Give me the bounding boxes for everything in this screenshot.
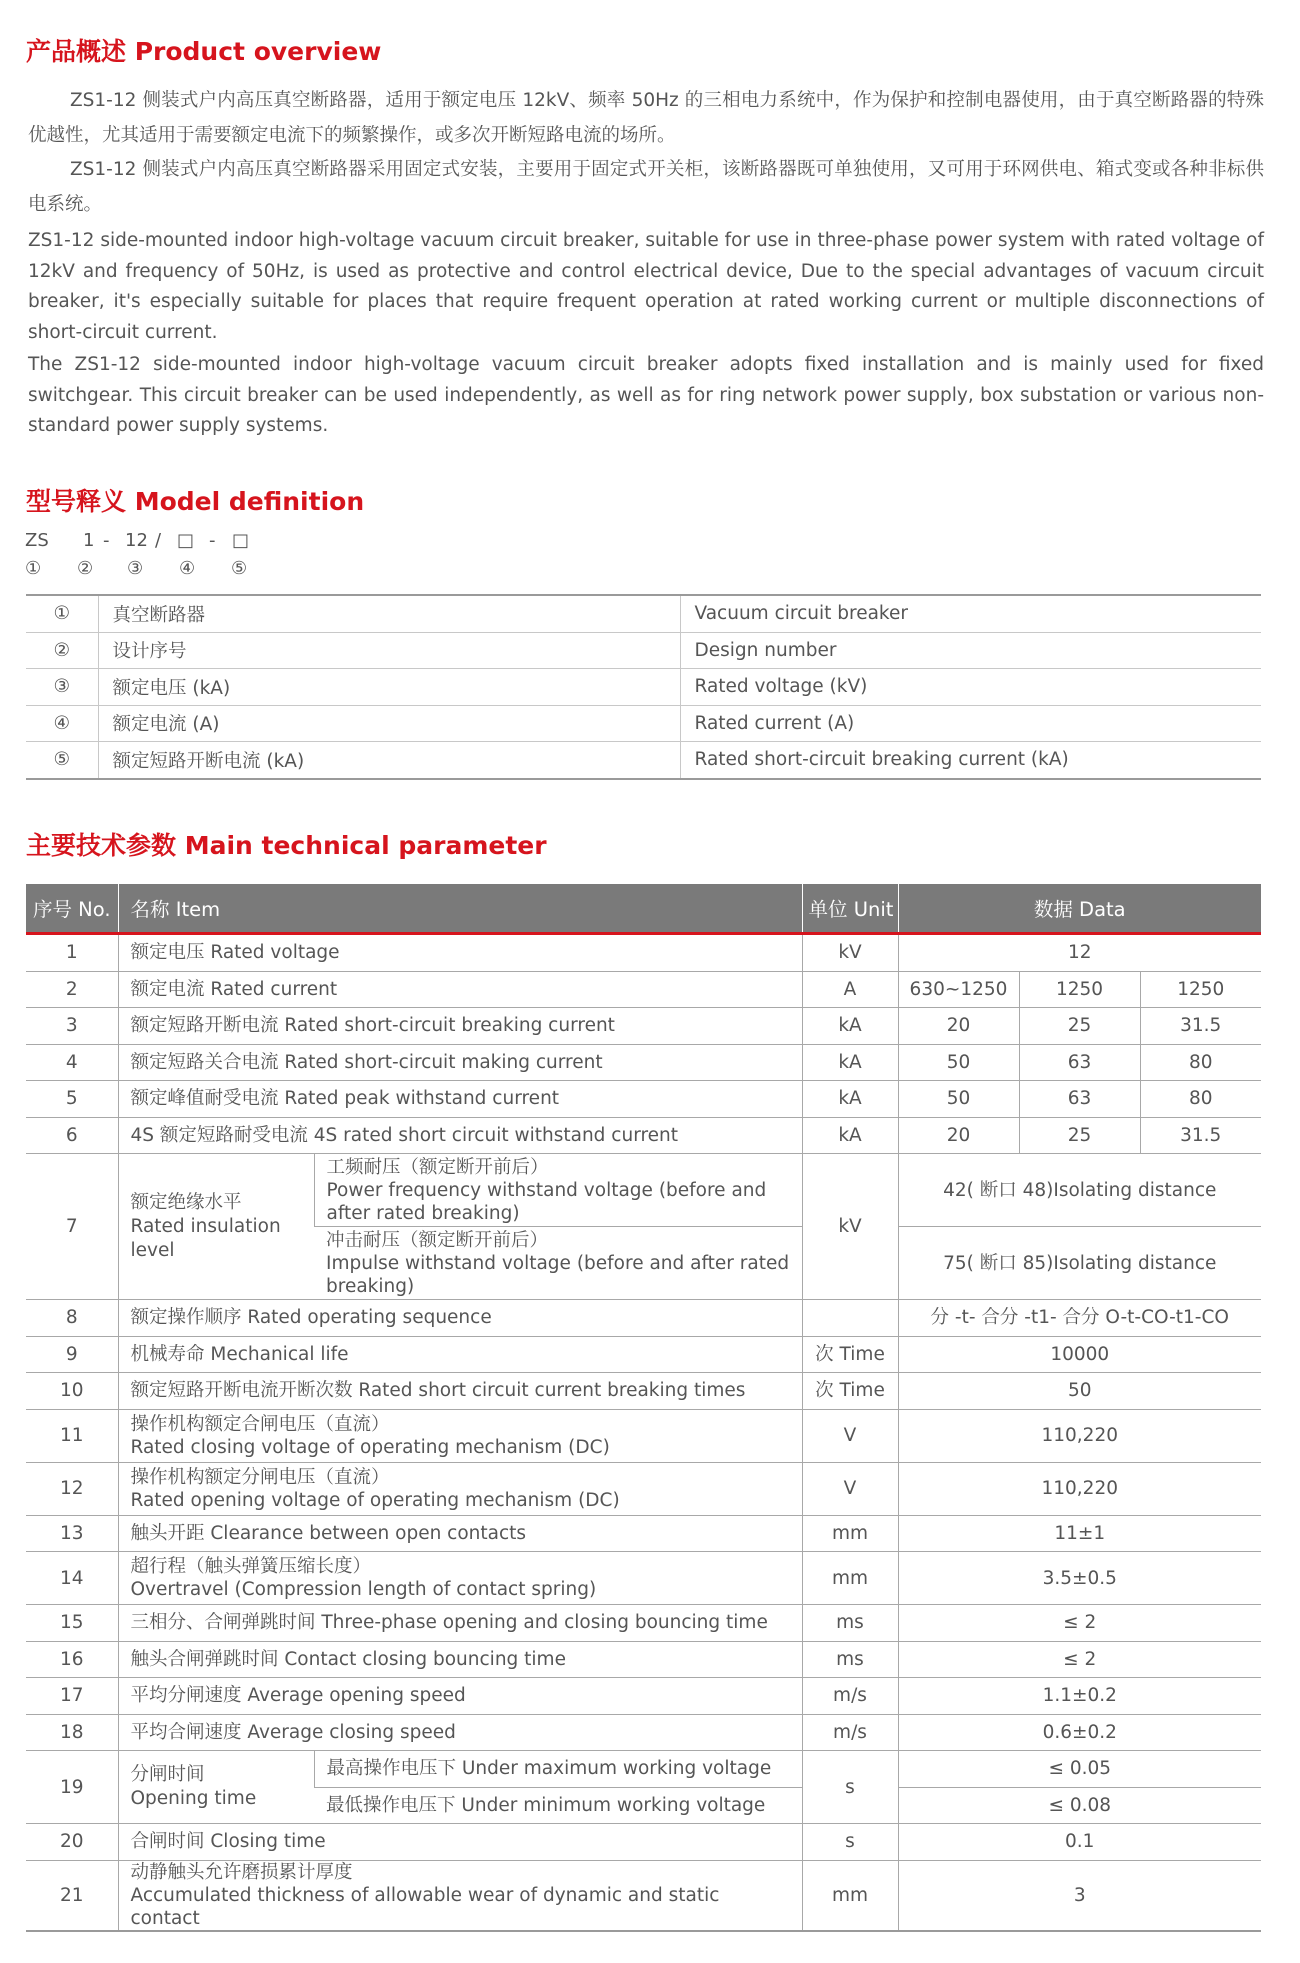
- model-marker: ①: [25, 558, 42, 579]
- model-cn: 额定短路开断电流 (kA): [98, 742, 680, 779]
- row-data: 0.6±0.2: [898, 1714, 1261, 1751]
- table-row: [26, 1336, 1261, 1373]
- row-item: 合闸时间 Closing time: [118, 1824, 802, 1861]
- row-subitem: 最低操作电压下 Under minimum working voltage: [314, 1787, 802, 1824]
- row-data: 31.5: [1140, 1117, 1261, 1154]
- row-data: 50: [898, 1373, 1261, 1410]
- row-data: 20: [898, 1117, 1019, 1154]
- row-item: [118, 1860, 802, 1931]
- row-item-cn: 动静触头允许磨损累计厚度: [130, 1861, 353, 1883]
- row-subitem: 最高操作电压下 Under maximum working voltage: [314, 1751, 802, 1788]
- row-no: 1: [26, 934, 118, 972]
- row-data: 110,220: [898, 1409, 1261, 1462]
- row-data: 3.5±0.5: [898, 1552, 1261, 1605]
- row-item: 额定电压 Rated voltage: [118, 934, 802, 972]
- table-row: [26, 1300, 1261, 1337]
- overview-para-3: ZS1-12 side-mounted indoor high-voltage vacuum circuit breaker, suitable for use in three-phase power system with rated voltage of 12kV and frequency of 50Hz, is used as protective and control electrical device, Due to the special advantages of vacuum circuit breaker, it's especially suitable for places that require frequent operation at rated working current or multiple disconnections of short-circuit current.: [28, 230, 1264, 343]
- table-row: [26, 1678, 1261, 1715]
- overview-para-2: ZS1-12 侧装式户内高压真空断路器采用固定式安装，主要用于固定式开关柜，该断路器既可单独使用，又可用于环网供电、箱式变或各种非标供电系统。: [28, 159, 1264, 215]
- row-no: 6: [26, 1117, 118, 1154]
- row-item-cn: 超行程（触头弹簧压缩长度）: [130, 1556, 372, 1577]
- row-data: 0.1: [898, 1824, 1261, 1861]
- model-num: ④: [26, 705, 98, 742]
- row-no: 10: [26, 1373, 118, 1410]
- table-row: [26, 1044, 1261, 1081]
- row-unit: V: [802, 1409, 898, 1462]
- row-unit: m/s: [802, 1714, 898, 1751]
- table-row: [26, 934, 1261, 972]
- row-data: ≤ 2: [898, 1605, 1261, 1642]
- model-cn: 设计序号: [98, 632, 680, 669]
- table-row: [26, 595, 1261, 632]
- overview-title: 产品概述 Product overview: [26, 37, 382, 66]
- model-en: Rated current (A): [680, 705, 1261, 742]
- table-row: [26, 669, 1261, 706]
- row-data: 25: [1019, 1117, 1140, 1154]
- row-data: 1250: [1019, 971, 1140, 1008]
- row-no: 21: [26, 1860, 118, 1931]
- model-marker: ④: [179, 558, 196, 579]
- row-subitem-cn: 冲击耐压（额定断开前后）: [326, 1229, 549, 1251]
- table-row: [26, 742, 1261, 779]
- row-data: 80: [1140, 1044, 1261, 1081]
- row-subitem: [314, 1227, 802, 1300]
- row-data: 110,220: [898, 1462, 1261, 1515]
- header-data: 数据 Data: [898, 884, 1261, 934]
- row-unit: s: [802, 1824, 898, 1861]
- row-item: 额定电流 Rated current: [118, 971, 802, 1008]
- row-unit: m/s: [802, 1678, 898, 1715]
- row-no: 17: [26, 1678, 118, 1715]
- table-row: [26, 1373, 1261, 1410]
- row-item-cn: 操作机构额定分闸电压（直流）: [130, 1466, 390, 1488]
- table-row: [26, 1409, 1261, 1462]
- model-cn: 额定电压 (kA): [98, 669, 680, 706]
- row-no: 12: [26, 1462, 118, 1515]
- row-data: 42( 断口 48)Isolating distance: [898, 1154, 1261, 1227]
- row-data: ≤ 0.05: [898, 1751, 1261, 1788]
- row-data: 1250: [1140, 971, 1261, 1008]
- row-no: 5: [26, 1081, 118, 1118]
- row-unit: mm: [802, 1515, 898, 1552]
- model-en: Rated voltage (kV): [680, 669, 1261, 706]
- model-cn: 额定电流 (A): [98, 705, 680, 742]
- row-no: 2: [26, 971, 118, 1008]
- row-unit: [802, 1300, 898, 1337]
- overview-para-1: ZS1-12 侧装式户内高压真空断路器，适用于额定电压 12kV、频率 50Hz 的三相电力系统中，作为保护和控制电器使用，由于真空断路器的特殊优越性，尤其适用于需要额定电流下的频繁操作，或多次开断短路电流的场所。: [28, 90, 1264, 146]
- row-subitem: [314, 1154, 802, 1227]
- row-unit: kV: [802, 1154, 898, 1300]
- model-code-part: -: [103, 530, 110, 551]
- row-data: 50: [898, 1081, 1019, 1118]
- model-en: Vacuum circuit breaker: [680, 595, 1261, 632]
- row-no: 16: [26, 1641, 118, 1678]
- model-num: ②: [26, 632, 98, 669]
- model-en: Rated short-circuit breaking current (kA): [680, 742, 1261, 779]
- table-row: [26, 632, 1261, 669]
- row-unit: ms: [802, 1641, 898, 1678]
- row-data: ≤ 0.08: [898, 1787, 1261, 1824]
- table-row: [26, 1154, 1261, 1227]
- row-item: [118, 1751, 314, 1824]
- row-no: 14: [26, 1552, 118, 1605]
- overview-para-4: The ZS1-12 side-mounted indoor high-voltage vacuum circuit breaker adopts fixed installation and is mainly used for fixed switchgear. This circuit breaker can be used independently, as well as for ring network power supply, box substation or various non-standard power supply systems.: [28, 354, 1264, 436]
- row-unit: kV: [802, 934, 898, 972]
- row-data: 25: [1019, 1008, 1140, 1045]
- row-item-en: Opening time: [130, 1788, 257, 1809]
- row-unit: ms: [802, 1605, 898, 1642]
- row-data: 1.1±0.2: [898, 1678, 1261, 1715]
- row-no: 11: [26, 1409, 118, 1462]
- row-item: 额定峰值耐受电流 Rated peak withstand current: [118, 1081, 802, 1118]
- row-no: 19: [26, 1751, 118, 1824]
- model-marker: ③: [127, 558, 144, 579]
- row-unit: kA: [802, 1044, 898, 1081]
- row-item-cn: 额定绝缘水平: [130, 1191, 242, 1213]
- table-row: [26, 1515, 1261, 1552]
- row-unit: mm: [802, 1860, 898, 1931]
- row-data: 50: [898, 1044, 1019, 1081]
- row-unit: s: [802, 1751, 898, 1824]
- row-subitem-cn: 工频耐压（额定断开前后）: [326, 1156, 549, 1178]
- row-item: 三相分、合闸弹跳时间 Three-phase opening and closing bouncing time: [118, 1605, 802, 1642]
- row-subitem-en: Power frequency withstand voltage (before and after rated breaking): [326, 1179, 767, 1224]
- row-item: 平均合闸速度 Average closing speed: [118, 1714, 802, 1751]
- row-item: [118, 1552, 802, 1605]
- table-row: [26, 705, 1261, 742]
- row-data: 75( 断口 85)Isolating distance: [898, 1227, 1261, 1300]
- model-num: ⑤: [26, 742, 98, 779]
- row-unit: kA: [802, 1117, 898, 1154]
- row-unit: kA: [802, 1081, 898, 1118]
- row-data: 63: [1019, 1081, 1140, 1118]
- row-unit: 次 Time: [802, 1373, 898, 1410]
- row-subitem-en: Impulse withstand voltage (before and after rated breaking): [326, 1252, 790, 1297]
- row-item: [118, 1154, 314, 1300]
- table-row: [26, 1552, 1261, 1605]
- table-row: [26, 1714, 1261, 1751]
- row-no: 9: [26, 1336, 118, 1373]
- row-data: 10000: [898, 1336, 1261, 1373]
- row-item-cn: 操作机构额定合闸电压（直流）: [130, 1413, 390, 1435]
- table-row: [26, 971, 1261, 1008]
- table-row: [26, 1824, 1261, 1861]
- model-code-part: ZS: [25, 530, 49, 551]
- table-row: [26, 1751, 1261, 1788]
- row-unit: 次 Time: [802, 1336, 898, 1373]
- model-code-box: □: [232, 530, 250, 551]
- model-cn: 真空断路器: [98, 595, 680, 632]
- row-item-en: Rated closing voltage of operating mechanism (DC): [130, 1436, 610, 1458]
- row-item: [118, 1462, 802, 1515]
- row-item: 触头合闸弹跳时间 Contact closing bouncing time: [118, 1641, 802, 1678]
- row-data: 630~1250: [898, 971, 1019, 1008]
- row-unit: V: [802, 1462, 898, 1515]
- row-data: 63: [1019, 1044, 1140, 1081]
- row-unit: kA: [802, 1008, 898, 1045]
- row-item-en: Accumulated thickness of allowable wear of dynamic and static contact: [130, 1884, 720, 1929]
- row-no: 13: [26, 1515, 118, 1552]
- row-data: 分 -t- 合分 -t1- 合分 O-t-CO-t1-CO: [898, 1300, 1261, 1337]
- model-marker: ②: [77, 558, 94, 579]
- row-item-cn: 分闸时间: [130, 1764, 205, 1785]
- row-data: 3: [898, 1860, 1261, 1931]
- model-num: ③: [26, 669, 98, 706]
- table-row: [26, 1860, 1261, 1931]
- row-item: 机械寿命 Mechanical life: [118, 1336, 802, 1373]
- row-data: 31.5: [1140, 1008, 1261, 1045]
- model-num: ①: [26, 595, 98, 632]
- table-header-row: [26, 884, 1261, 934]
- model-en: Design number: [680, 632, 1261, 669]
- row-item-en: Rated insulation level: [130, 1215, 281, 1261]
- row-item-en: Rated opening voltage of operating mechanism (DC): [130, 1489, 620, 1511]
- row-item: 4S 额定短路耐受电流 4S rated short circuit withstand current: [118, 1117, 802, 1154]
- row-item: 额定短路关合电流 Rated short-circuit making current: [118, 1044, 802, 1081]
- row-item: 触头开距 Clearance between open contacts: [118, 1515, 802, 1552]
- row-no: 15: [26, 1605, 118, 1642]
- row-data: 80: [1140, 1081, 1261, 1118]
- tech-table: [26, 884, 1261, 1932]
- row-item: [118, 1409, 802, 1462]
- model-title: 型号释义 Model definition: [26, 487, 365, 516]
- row-no: 3: [26, 1008, 118, 1045]
- table-row: [26, 1462, 1261, 1515]
- row-data: 12: [898, 934, 1261, 972]
- header-item: 名称 Item: [118, 884, 802, 934]
- model-code-box: □: [177, 530, 195, 551]
- row-item: 额定操作顺序 Rated operating sequence: [118, 1300, 802, 1337]
- row-unit: mm: [802, 1552, 898, 1605]
- row-data: ≤ 2: [898, 1641, 1261, 1678]
- model-code-part: 1: [83, 530, 95, 551]
- table-row: [26, 1081, 1261, 1118]
- row-no: 7: [26, 1154, 118, 1300]
- row-data: 11±1: [898, 1515, 1261, 1552]
- row-no: 20: [26, 1824, 118, 1861]
- row-no: 8: [26, 1300, 118, 1337]
- row-item: 额定短路开断电流开断次数 Rated short circuit current breaking times: [118, 1373, 802, 1410]
- model-code-part: 12: [125, 530, 148, 551]
- row-unit: A: [802, 971, 898, 1008]
- row-item: 平均分闸速度 Average opening speed: [118, 1678, 802, 1715]
- row-item: 额定短路开断电流 Rated short-circuit breaking current: [118, 1008, 802, 1045]
- row-item-en: Overtravel (Compression length of contact spring): [130, 1579, 597, 1600]
- model-table: [26, 594, 1261, 780]
- header-unit: 单位 Unit: [802, 884, 898, 934]
- row-no: 4: [26, 1044, 118, 1081]
- model-code-part: /: [155, 530, 162, 551]
- table-row: [26, 1605, 1261, 1642]
- table-row: [26, 1008, 1261, 1045]
- model-code-part: -: [209, 530, 216, 551]
- table-row: [26, 1641, 1261, 1678]
- model-marker: ⑤: [231, 558, 248, 579]
- row-data: 20: [898, 1008, 1019, 1045]
- tech-title: 主要技术参数 Main technical parameter: [26, 831, 547, 860]
- header-no: 序号 No.: [26, 884, 118, 934]
- table-row: [26, 1117, 1261, 1154]
- row-no: 18: [26, 1714, 118, 1751]
